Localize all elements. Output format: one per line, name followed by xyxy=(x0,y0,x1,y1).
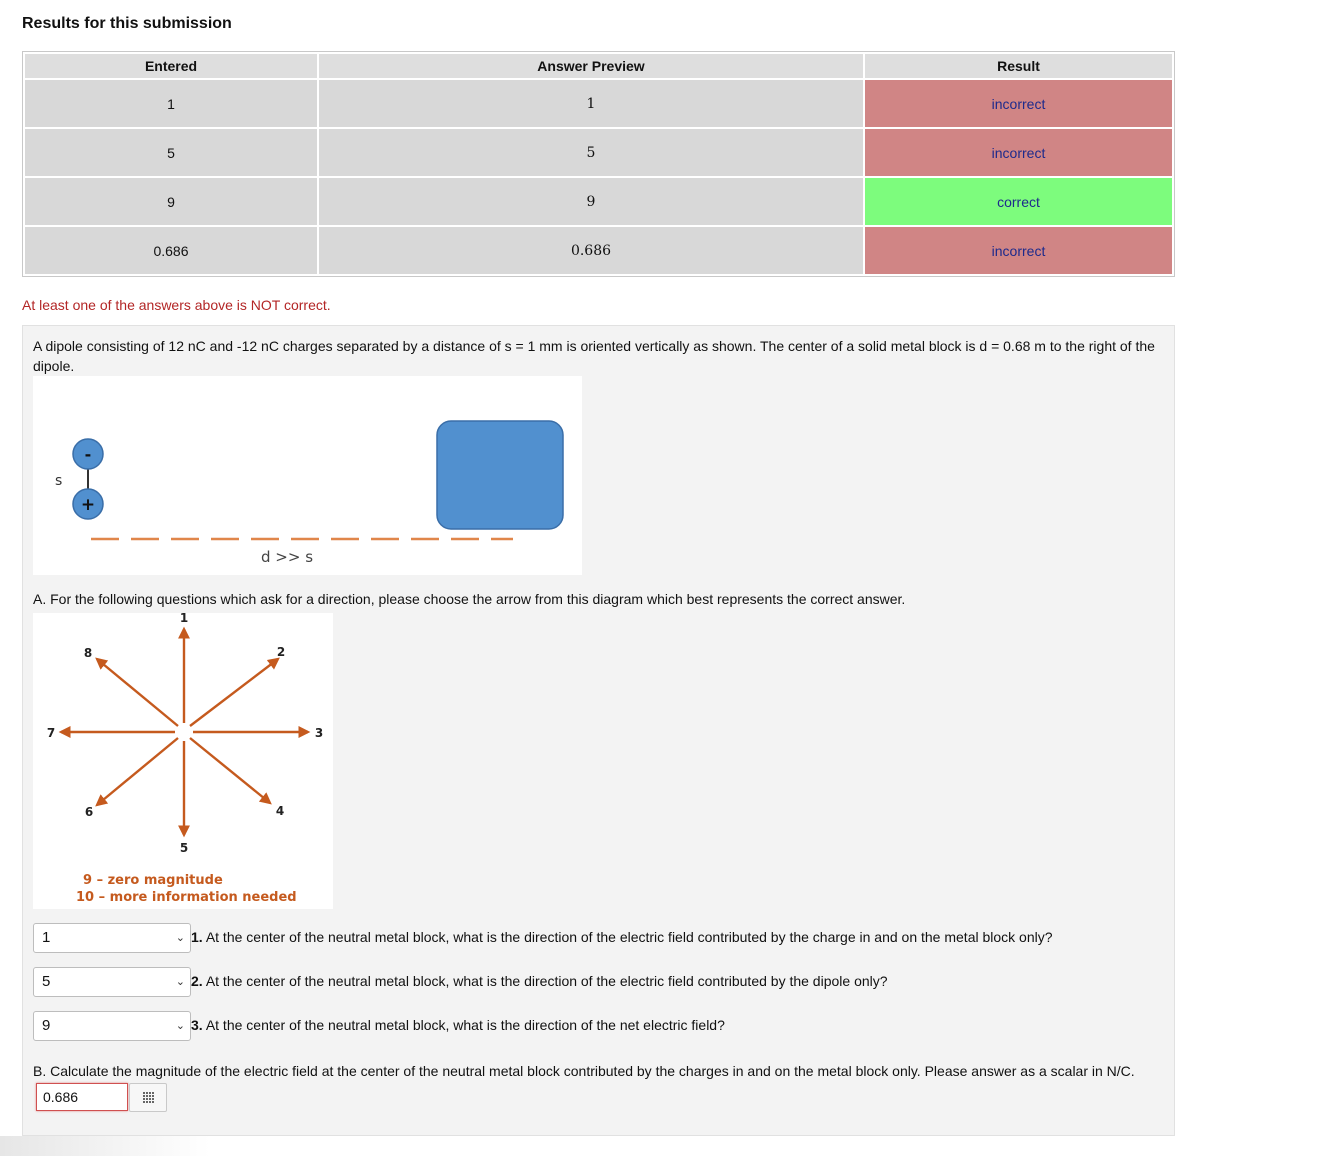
chevron-down-icon: ⌄ xyxy=(175,1020,185,1032)
table-row xyxy=(25,129,1172,176)
arrow-3-label: 3 xyxy=(314,726,324,740)
header-answer-preview: Answer Preview xyxy=(319,54,863,78)
arrow-5-label: 5 xyxy=(179,841,189,855)
select-value: 5 xyxy=(42,973,51,990)
arrow-8-label: 8 xyxy=(83,646,93,660)
part-a-text: A. For the following questions which ask for a direction, please choose the arrow from this diagram which best represents the correct answer. xyxy=(33,591,906,607)
part-b-text: B. Calculate the magnitude of the electric field at the center of the neutral metal block contributed by the charges in and on the metal block only. Please answer as a scalar in N/C. xyxy=(33,1063,1135,1079)
keypad-icon xyxy=(130,1084,166,1111)
arrow-2-label: 2 xyxy=(276,645,286,659)
select-value: 1 xyxy=(42,929,51,946)
entered-cell: 9 xyxy=(25,178,317,225)
arrow-6 xyxy=(97,738,178,805)
answer-select-3[interactable] xyxy=(33,1011,191,1041)
preview-cell: 1 xyxy=(319,80,863,127)
equation-editor-button[interactable] xyxy=(129,1083,167,1112)
status-message: At least one of the answers above is NOT correct. xyxy=(22,297,331,313)
header-result: Result xyxy=(865,54,1172,78)
direction-diagram xyxy=(33,613,333,909)
metal-block xyxy=(437,421,563,529)
preview-cell: 5 xyxy=(319,129,863,176)
question-body: At the center of the neutral metal block, what is the direction of the electric field contributed by the charge in and on the metal block only? xyxy=(205,929,1053,945)
arrow-2 xyxy=(190,659,278,726)
question-text xyxy=(191,973,888,989)
distance-label: d >> s xyxy=(261,548,314,566)
arrow-4 xyxy=(190,738,270,803)
table-row xyxy=(25,80,1172,127)
result-cell: incorrect xyxy=(865,227,1172,274)
question-number: 1. xyxy=(191,929,203,945)
dipole-figure xyxy=(33,376,582,575)
question-text xyxy=(191,1017,725,1033)
entered-cell: 1 xyxy=(25,80,317,127)
question-body: At the center of the neutral metal block, what is the direction of the net electric field? xyxy=(205,1017,725,1033)
preview-cell: 0.686 xyxy=(319,227,863,274)
arrow-8 xyxy=(97,659,178,726)
table-header-row xyxy=(25,54,1172,78)
results-table xyxy=(22,51,1175,277)
entered-cell: 0.686 xyxy=(25,227,317,274)
bottom-shadow xyxy=(0,1136,210,1156)
entered-cell: 5 xyxy=(25,129,317,176)
result-cell: correct xyxy=(865,178,1172,225)
answer-select-2[interactable] xyxy=(33,967,191,997)
part-b-answer-input[interactable]: 0.686 xyxy=(36,1083,128,1111)
question-text xyxy=(191,929,1053,945)
arrow-1-label: 1 xyxy=(179,613,189,625)
plus-label: + xyxy=(80,495,96,515)
table-row xyxy=(25,178,1172,225)
result-cell: incorrect xyxy=(865,80,1172,127)
s-label: s xyxy=(55,473,63,489)
answer-select-1[interactable] xyxy=(33,923,191,953)
arrow-6-label: 6 xyxy=(84,805,94,819)
header-entered: Entered xyxy=(25,54,317,78)
chevron-down-icon: ⌄ xyxy=(175,932,185,944)
question-body: At the center of the neutral metal block, what is the direction of the electric field contributed by the dipole only? xyxy=(205,973,888,989)
result-cell: incorrect xyxy=(865,129,1172,176)
table-row xyxy=(25,227,1172,274)
arrow-4-label: 4 xyxy=(275,804,285,818)
legend-zero-magnitude: 9 – zero magnitude xyxy=(83,873,223,888)
page-title: Results for this submission xyxy=(22,15,232,32)
legend-more-info: 10 – more information needed xyxy=(76,890,297,905)
chevron-down-icon: ⌄ xyxy=(175,976,185,988)
question-number: 2. xyxy=(191,973,203,989)
preview-cell: 9 xyxy=(319,178,863,225)
question-number: 3. xyxy=(191,1017,203,1033)
problem-intro: A dipole consisting of 12 nC and -12 nC charges separated by a distance of s = 1 mm is oriented vertically as shown. The center of a solid metal block is d = 0.68 m to the right of the dipole. xyxy=(33,338,1155,374)
minus-label: - xyxy=(84,445,92,464)
problem-panel xyxy=(22,325,1175,1136)
select-value: 9 xyxy=(42,1017,51,1034)
arrow-7-label: 7 xyxy=(46,726,56,740)
